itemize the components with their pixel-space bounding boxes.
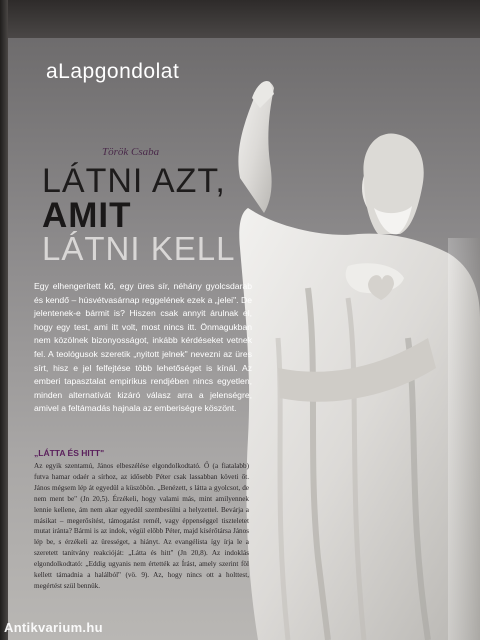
watermark: Antikvarium.hu — [4, 620, 103, 635]
section-title: aLapgondolat — [46, 60, 180, 83]
binding-spine — [0, 0, 8, 640]
top-band — [0, 0, 480, 38]
magazine-page — [8, 38, 480, 640]
body-text: Az egyik szentamú, János elbeszélése elgondolkodtató. Ő (a fiatalabb) futva hamar odaér a sírhoz, az idősebb Péter csak lassabban követi őt. János mégsem lép át egyedül a küszöbön. „Benézett, s látta a gyolcsot, de nem ment be" (Jn 20,5). Érzékeli, hogy valami más, mint amilyennek lennie kellene, ám nem akar egyedül szembesülni a helyzettel. Bevárja a másikat – megerősítést, támogatást remél, vagy éppenséggel tiszteletet mutat iránta? Bármi is az indok, végül előbb Péter, majd kísérőtársa János lép be, s érzékeli az ürességet, a hiányt. Az evangélista így írja le a szeretett tanítvány reakcióját: „Látta és hitt" (Jn 20,8). Az indoklás elgondolkodtató: „Eddig ugyanis nem értették az Írást, amely szerint föl kellett támadnia a halálból" (vö. 9). Az, hogy nincs ott a holttest, megértést szül bennük. — [34, 462, 249, 590]
author-name: Török Csaba — [102, 146, 160, 158]
lead-paragraph: Egy elhengerített kő, egy üres sír, néhány gyolcsdarab és kendő – húsvétvasárnap reggelének ezek a „jelei". De jelentenek-e bármit is? Hiszen csak annyit árulnak el, hogy egy test, ami itt volt, most nincs itt. Önmagukban nem közölnek bizonyosságot, inkább kérdéseket vetnek fel. A teológusok szeretik „nyitott jelnek" nevezni az üres sírt, hisz e jel felfejtése több lehetőséget is kínál. Az emberi tapasztalat empirikus rendjében nincs egyetlen, minden alternatívát kizáró válasz arra a jelenségre, amivel a feltámadás hajnala az emberiségre köszönt. — [34, 281, 252, 414]
headline-line-1: LÁTNI AZT, — [42, 162, 226, 200]
subheading: „LÁTTA ÉS HITT" — [34, 448, 105, 458]
headline-line-2: AMIT — [42, 196, 132, 235]
headline-line-3: LÁTNI KELL — [42, 230, 236, 267]
